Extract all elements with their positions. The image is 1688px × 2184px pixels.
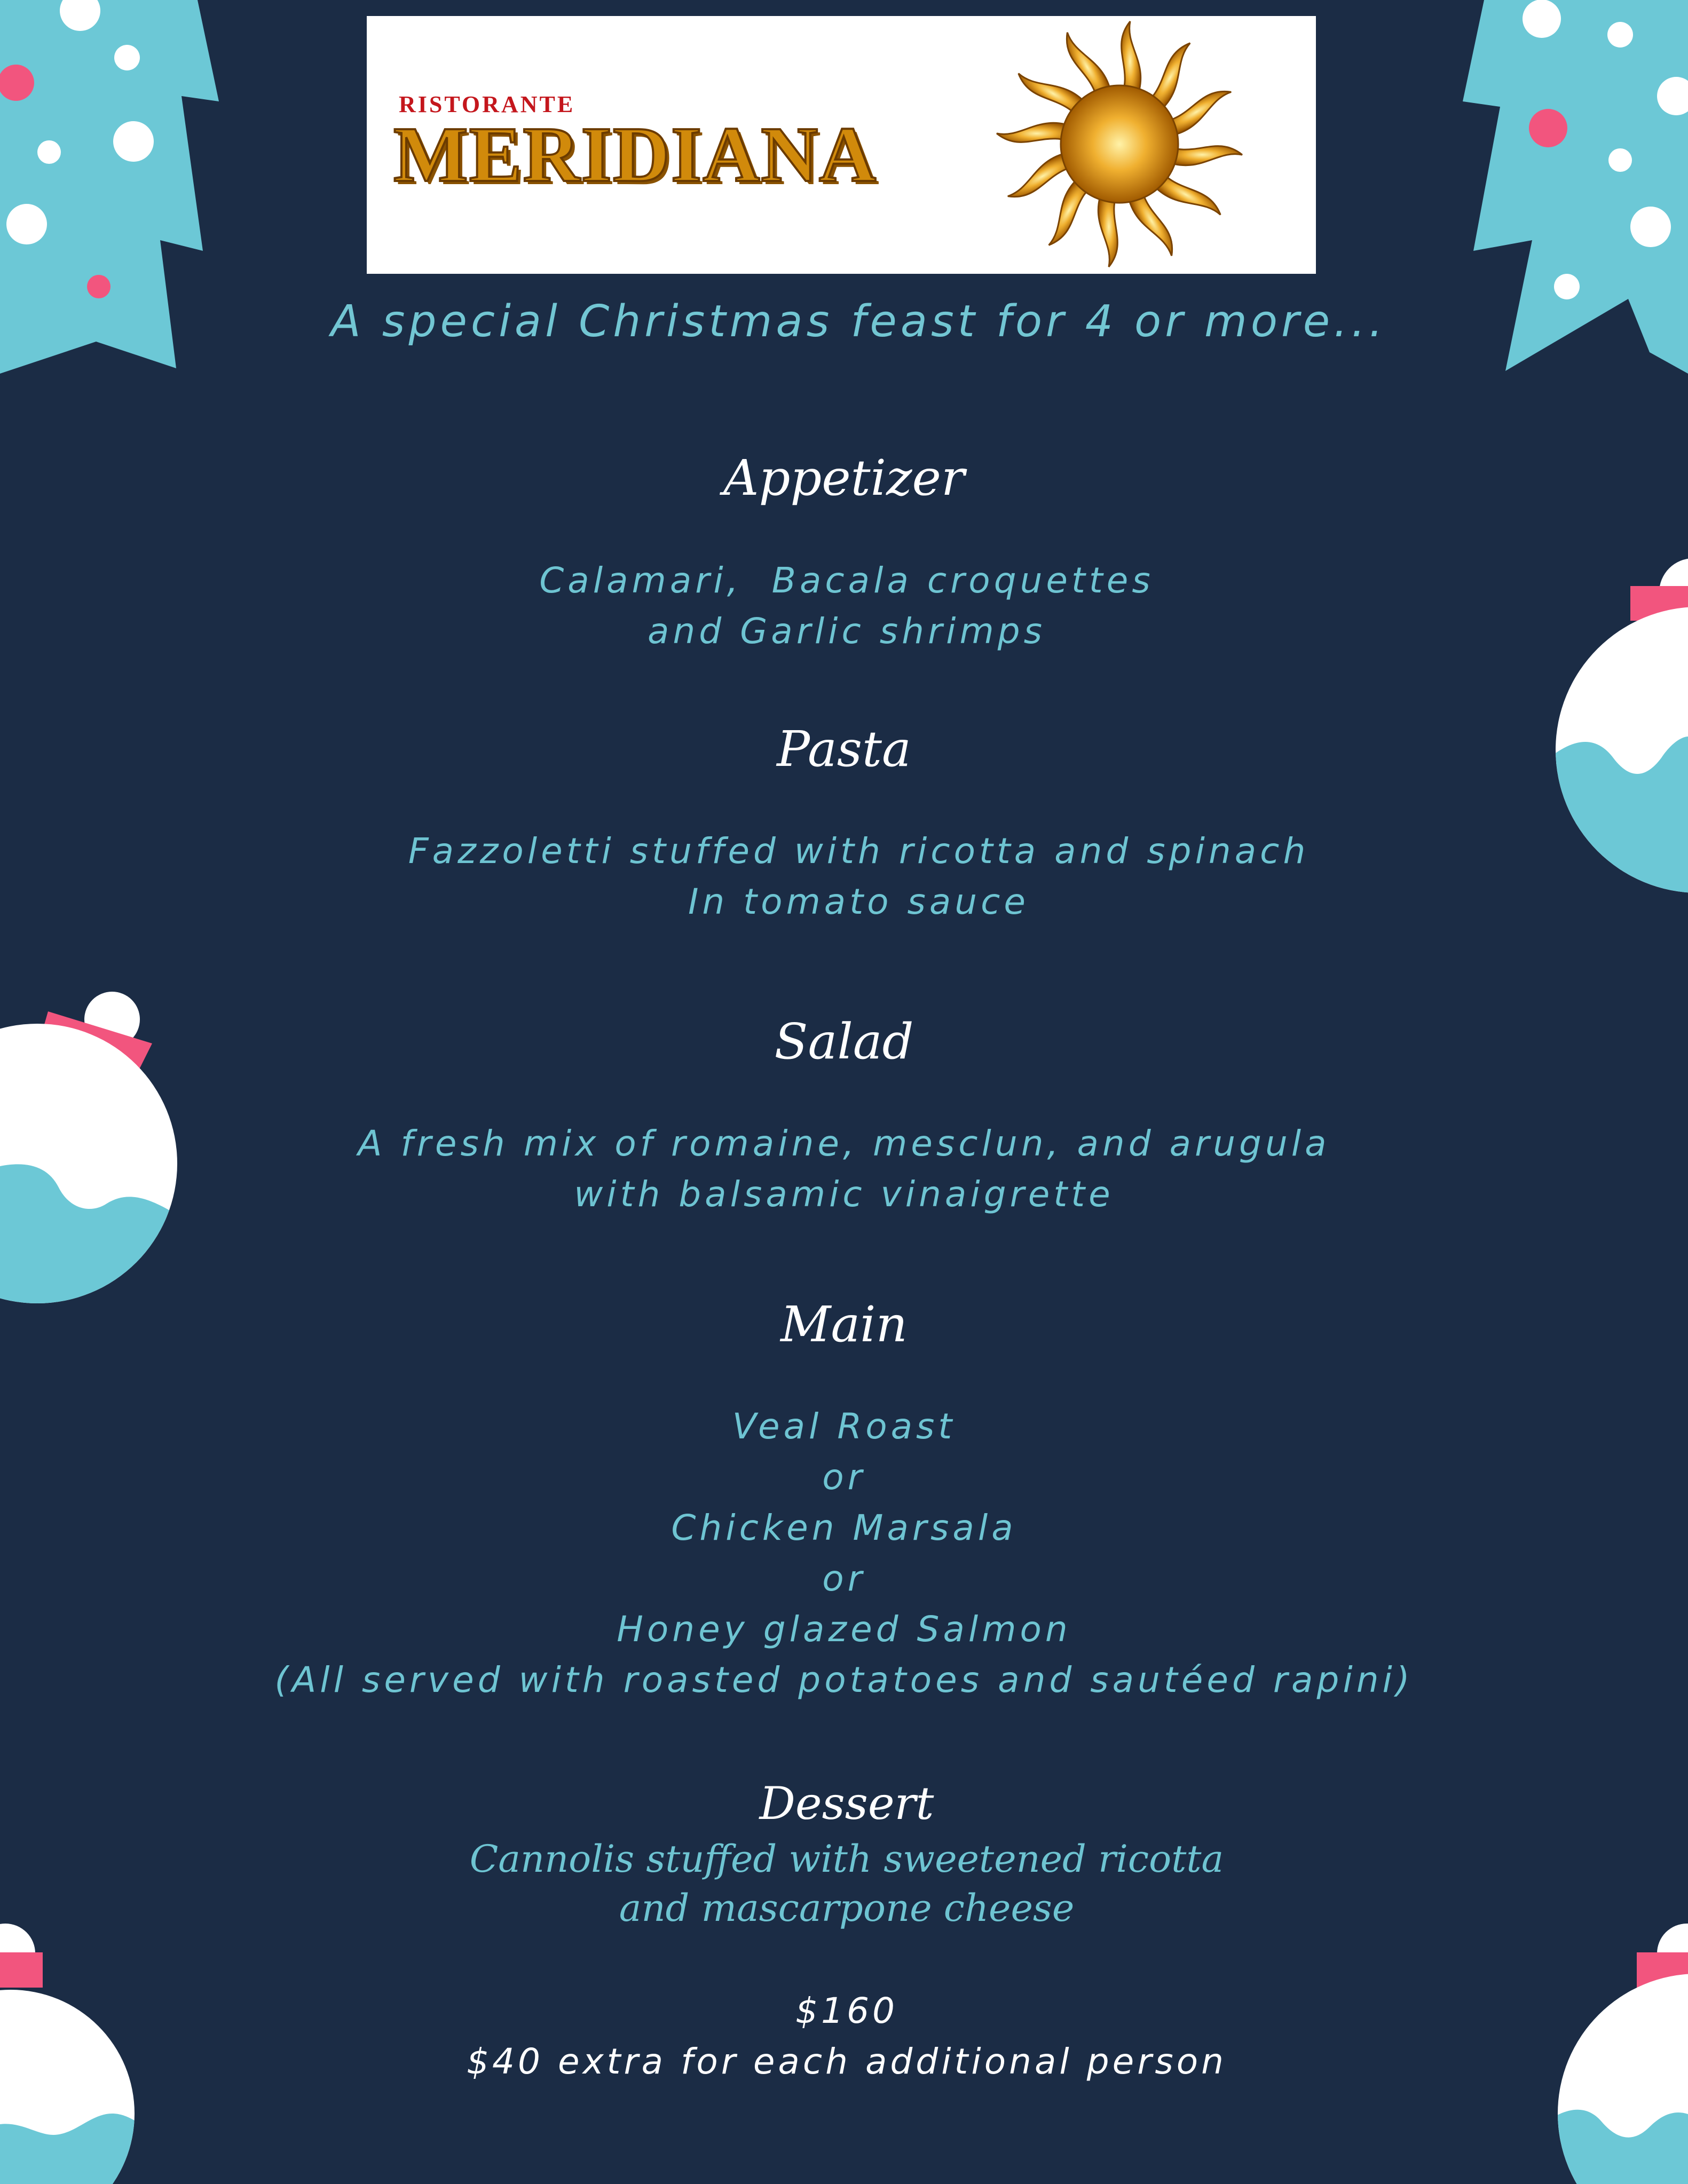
section-heading-dessert: Dessert: [759, 1777, 934, 1830]
section-items-pasta: [0, 826, 1688, 927]
section-items-main: [0, 1401, 1688, 1705]
menu-item-line: Honey glazed Salmon: [617, 1609, 1071, 1650]
price-info: [0, 1985, 1688, 2087]
menu-item-line: (All served with roasted potatoes and sautéed rapini): [274, 1659, 1414, 1700]
logo-subtitle: RISTORANTE: [399, 91, 575, 117]
section-items-salad: [0, 1118, 1688, 1220]
restaurant-logo: [367, 16, 1316, 274]
menu-item-line: In tomato sauce: [688, 881, 1030, 922]
menu-item-line: and Garlic shrimps: [647, 611, 1046, 652]
menu-item-line: or: [822, 1457, 866, 1498]
section-heading-main: Main: [780, 1296, 908, 1353]
section-heading-salad: Salad: [774, 1013, 914, 1070]
menu-item-line: Cannolis stuffed with sweetened ricotta: [469, 1837, 1224, 1881]
menu-item-line: and mascarpone cheese: [619, 1886, 1075, 1930]
menu-item-line: or: [822, 1558, 866, 1599]
logo-title: MERIDIANA: [393, 111, 877, 199]
menu-item-line: with balsamic vinaigrette: [574, 1174, 1114, 1215]
menu-item-line: Veal Roast: [732, 1406, 956, 1447]
section-items-dessert: [0, 1834, 1688, 1933]
menu-item-line: Chicken Marsala: [671, 1507, 1017, 1548]
tagline: A special Christmas feast for 4 or more...: [330, 296, 1387, 347]
section-heading-pasta: Pasta: [777, 721, 911, 778]
section-items-appetizer: [0, 555, 1688, 656]
price-extra-note: $40 extra for each additional person: [467, 2041, 1227, 2082]
menu-item-line: A fresh mix of romaine, mesclun, and arugula: [358, 1123, 1330, 1164]
price-amount: $160: [795, 1990, 898, 2031]
menu-item-line: Fazzoletti stuffed with ricotta and spinach: [408, 830, 1310, 872]
menu-item-line: Calamari, Bacala croquettes: [539, 560, 1154, 601]
section-heading-appetizer: Appetizer: [723, 449, 965, 507]
